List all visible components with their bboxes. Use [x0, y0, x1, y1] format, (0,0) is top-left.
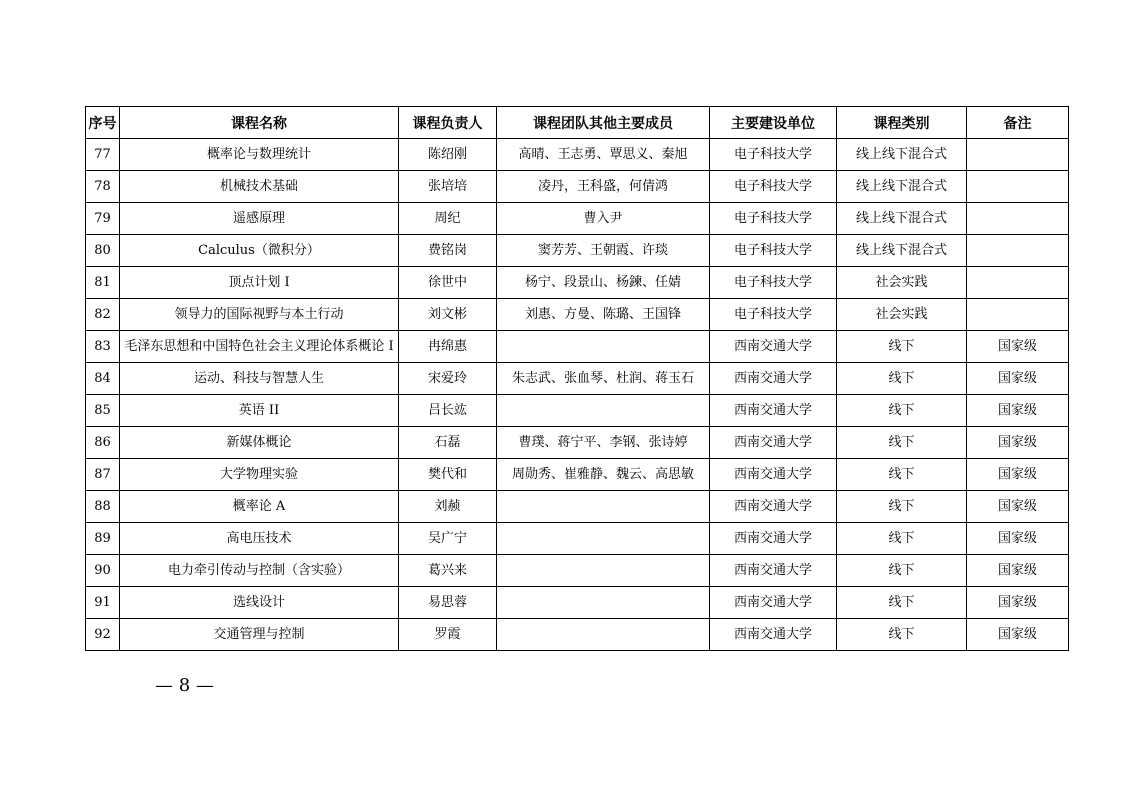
remarks-cell: [967, 171, 1069, 203]
course-name-cell: 遥感原理: [120, 203, 399, 235]
row-index-cell: 90: [86, 555, 120, 587]
course-leader-cell: 费铭岗: [399, 235, 497, 267]
course-leader-cell: 周纪: [399, 203, 497, 235]
row-index-cell: 78: [86, 171, 120, 203]
remarks-cell: 国家级: [967, 363, 1069, 395]
course-category-cell: 线上线下混合式: [837, 139, 967, 171]
course-leader-cell: 陈绍刚: [399, 139, 497, 171]
institution-cell: 西南交通大学: [710, 523, 837, 555]
course-category-cell: 线下: [837, 555, 967, 587]
remarks-cell: [967, 235, 1069, 267]
institution-cell: 电子科技大学: [710, 235, 837, 267]
team-members-cell: 杨宁、段景山、杨鍊、任婧: [497, 267, 710, 299]
institution-cell: 西南交通大学: [710, 331, 837, 363]
header-course-category: 课程类别: [837, 107, 967, 139]
row-index-cell: 86: [86, 427, 120, 459]
row-index-cell: 87: [86, 459, 120, 491]
institution-cell: 西南交通大学: [710, 427, 837, 459]
row-index-cell: 81: [86, 267, 120, 299]
table-row: [86, 491, 1069, 523]
institution-cell: 电子科技大学: [710, 299, 837, 331]
course-name-cell: 电力牵引传动与控制（含实验）: [120, 555, 399, 587]
institution-cell: 西南交通大学: [710, 619, 837, 651]
header-institution: 主要建设单位: [710, 107, 837, 139]
course-name-cell: 选线设计: [120, 587, 399, 619]
table-row: [86, 523, 1069, 555]
table-body: [86, 139, 1069, 651]
header-course-leader: 课程负责人: [399, 107, 497, 139]
course-leader-cell: 吕长竑: [399, 395, 497, 427]
remarks-cell: [967, 267, 1069, 299]
team-members-cell: [497, 491, 710, 523]
remarks-cell: 国家级: [967, 427, 1069, 459]
header-index: 序号: [86, 107, 120, 139]
institution-cell: 电子科技大学: [710, 139, 837, 171]
row-index-cell: 92: [86, 619, 120, 651]
remarks-cell: 国家级: [967, 523, 1069, 555]
table-row: [86, 555, 1069, 587]
remarks-cell: 国家级: [967, 619, 1069, 651]
course-leader-cell: 张培培: [399, 171, 497, 203]
remarks-cell: 国家级: [967, 491, 1069, 523]
course-category-cell: 线下: [837, 395, 967, 427]
remarks-cell: [967, 299, 1069, 331]
team-members-cell: 凌丹，王科盛，何倩鸿: [497, 171, 710, 203]
row-index-cell: 77: [86, 139, 120, 171]
row-index-cell: 89: [86, 523, 120, 555]
course-leader-cell: 刘赪: [399, 491, 497, 523]
course-leader-cell: 刘文彬: [399, 299, 497, 331]
row-index-cell: 79: [86, 203, 120, 235]
course-category-cell: 线下: [837, 587, 967, 619]
table-row: [86, 395, 1069, 427]
institution-cell: 西南交通大学: [710, 395, 837, 427]
course-name-cell: 概率论 A: [120, 491, 399, 523]
course-category-cell: 线下: [837, 331, 967, 363]
team-members-cell: [497, 395, 710, 427]
course-category-cell: 社会实践: [837, 299, 967, 331]
course-category-cell: 线下: [837, 363, 967, 395]
course-name-cell: Calculus（微积分）: [120, 235, 399, 267]
course-leader-cell: 徐世中: [399, 267, 497, 299]
remarks-cell: [967, 139, 1069, 171]
institution-cell: 西南交通大学: [710, 491, 837, 523]
row-index-cell: 83: [86, 331, 120, 363]
institution-cell: 电子科技大学: [710, 171, 837, 203]
table-row: [86, 331, 1069, 363]
team-members-cell: 周勋秀、崔雅静、魏云、高思敏: [497, 459, 710, 491]
institution-cell: 西南交通大学: [710, 555, 837, 587]
row-index-cell: 85: [86, 395, 120, 427]
course-category-cell: 线下: [837, 427, 967, 459]
course-table: [85, 106, 1069, 651]
course-category-cell: 线上线下混合式: [837, 203, 967, 235]
course-name-cell: 高电压技术: [120, 523, 399, 555]
team-members-cell: 曹入尹: [497, 203, 710, 235]
team-members-cell: [497, 331, 710, 363]
row-index-cell: 88: [86, 491, 120, 523]
course-name-cell: 概率论与数理统计: [120, 139, 399, 171]
course-leader-cell: 易思蓉: [399, 587, 497, 619]
institution-cell: 电子科技大学: [710, 203, 837, 235]
row-index-cell: 84: [86, 363, 120, 395]
remarks-cell: 国家级: [967, 395, 1069, 427]
header-course-name: 课程名称: [120, 107, 399, 139]
institution-cell: 西南交通大学: [710, 587, 837, 619]
team-members-cell: 曹璞、蒋宁平、李钢、张诗婷: [497, 427, 710, 459]
course-name-cell: 领导力的国际视野与本土行动: [120, 299, 399, 331]
table-row: [86, 459, 1069, 491]
course-name-cell: 机械技术基础: [120, 171, 399, 203]
table-row: [86, 235, 1069, 267]
page-number: — 8 —: [155, 675, 214, 696]
course-name-cell: 运动、科技与智慧人生: [120, 363, 399, 395]
remarks-cell: 国家级: [967, 555, 1069, 587]
row-index-cell: 80: [86, 235, 120, 267]
course-name-cell: 大学物理实验: [120, 459, 399, 491]
table-row: [86, 267, 1069, 299]
table-row: [86, 587, 1069, 619]
table-header-row: [86, 107, 1069, 139]
course-leader-cell: 樊代和: [399, 459, 497, 491]
remarks-cell: 国家级: [967, 587, 1069, 619]
course-leader-cell: 冉绵惠: [399, 331, 497, 363]
course-name-cell: 毛泽东思想和中国特色社会主义理论体系概论 I: [120, 331, 399, 363]
table-row: [86, 203, 1069, 235]
row-index-cell: 91: [86, 587, 120, 619]
team-members-cell: [497, 555, 710, 587]
course-leader-cell: 宋爱玲: [399, 363, 497, 395]
table-row: [86, 363, 1069, 395]
team-members-cell: 高晴、王志勇、覃思义、秦旭: [497, 139, 710, 171]
remarks-cell: 国家级: [967, 331, 1069, 363]
team-members-cell: 窦芳芳、王朝霞、许琰: [497, 235, 710, 267]
table-row: [86, 171, 1069, 203]
course-name-cell: 顶点计划 I: [120, 267, 399, 299]
course-leader-cell: 石磊: [399, 427, 497, 459]
course-category-cell: 线下: [837, 619, 967, 651]
team-members-cell: [497, 619, 710, 651]
course-name-cell: 交通管理与控制: [120, 619, 399, 651]
team-members-cell: 刘惠、方曼、陈璐、王国锋: [497, 299, 710, 331]
table-row: [86, 139, 1069, 171]
course-table-container: [85, 106, 1069, 651]
remarks-cell: [967, 203, 1069, 235]
team-members-cell: 朱志武、张血琴、杜润、蒋玉石: [497, 363, 710, 395]
course-category-cell: 线下: [837, 523, 967, 555]
course-category-cell: 线下: [837, 459, 967, 491]
institution-cell: 西南交通大学: [710, 363, 837, 395]
course-leader-cell: 吴广宁: [399, 523, 497, 555]
course-category-cell: 线下: [837, 491, 967, 523]
team-members-cell: [497, 523, 710, 555]
header-remarks: 备注: [967, 107, 1069, 139]
team-members-cell: [497, 587, 710, 619]
course-category-cell: 线上线下混合式: [837, 171, 967, 203]
course-category-cell: 线上线下混合式: [837, 235, 967, 267]
table-row: [86, 619, 1069, 651]
table-row: [86, 299, 1069, 331]
row-index-cell: 82: [86, 299, 120, 331]
course-category-cell: 社会实践: [837, 267, 967, 299]
header-team-members: 课程团队其他主要成员: [497, 107, 710, 139]
course-leader-cell: 葛兴来: [399, 555, 497, 587]
remarks-cell: 国家级: [967, 459, 1069, 491]
table-row: [86, 427, 1069, 459]
course-leader-cell: 罗霞: [399, 619, 497, 651]
institution-cell: 西南交通大学: [710, 459, 837, 491]
institution-cell: 电子科技大学: [710, 267, 837, 299]
course-name-cell: 新媒体概论: [120, 427, 399, 459]
course-name-cell: 英语 II: [120, 395, 399, 427]
